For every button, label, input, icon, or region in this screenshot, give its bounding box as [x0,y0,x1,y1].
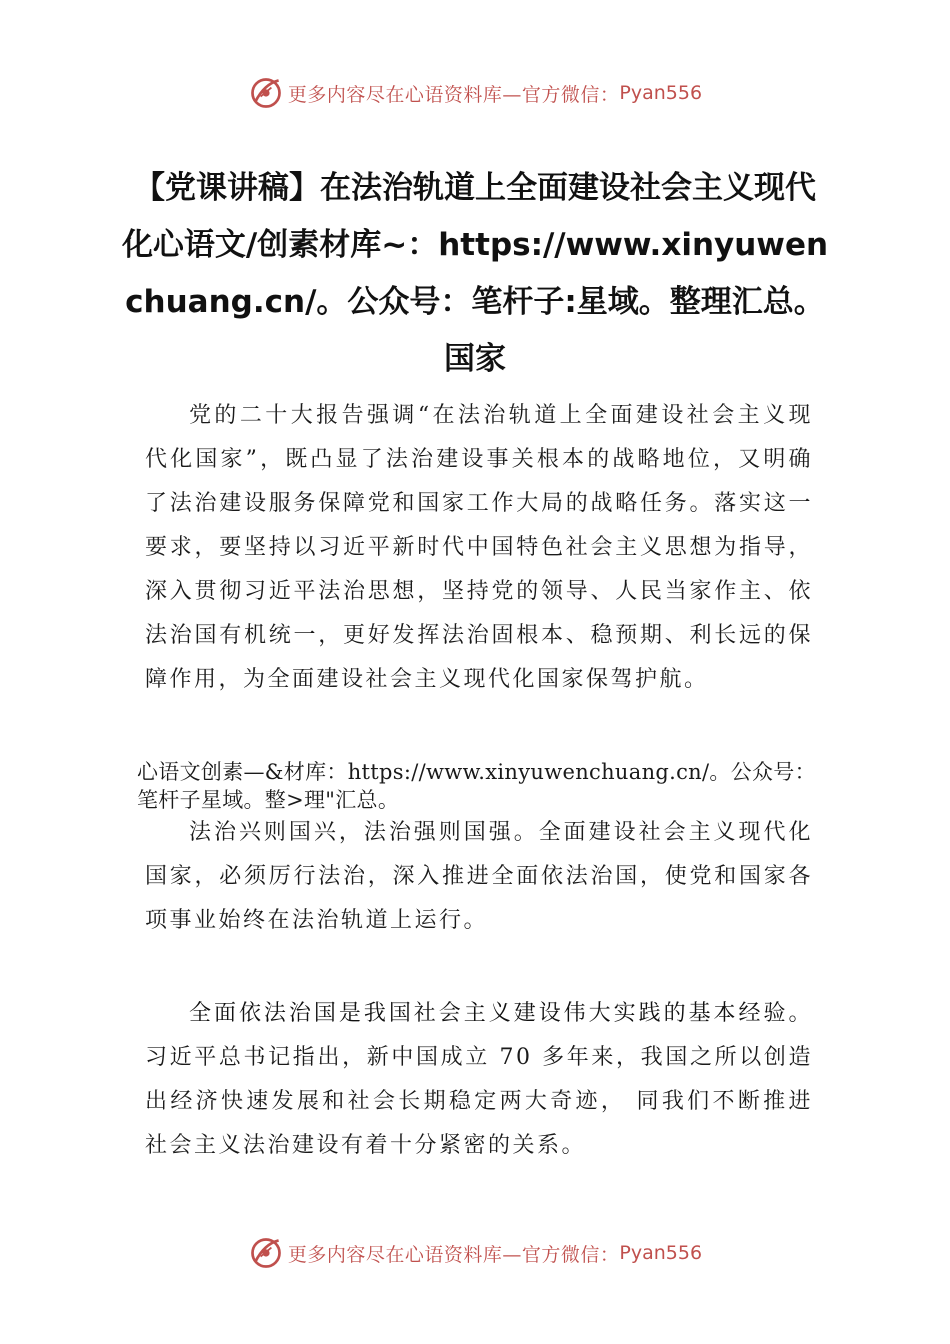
source-note: 心语文创素—&材库：https://www.xinyuwenchuang.cn/。公众号：笔杆子星域。整>理"汇总。 [137,760,816,812]
banner-text: 更多内容尽在心语资料库—官方微信： [287,83,620,106]
footer-banner [0,1228,950,1278]
banner-wechat-id: Pyan556 [619,82,703,104]
paragraph-3-body: 习近平总书记指出，新中国成立 70 多年来，我国之所以创造出经济快速发展和社会长期稳定两大奇迹， 同我们不断推进社会主义法治建设有着十分紧密的关系。 [145,1045,813,1158]
banner-text: 更多内容尽在心语资料库—官方微信： [287,1243,620,1266]
document-title: 【党课讲稿】在法治轨道上全面建设社会主义现代化心语文/创素材库~：https://www.xinyuwenchuang.cn/。公众号：笔杆子:星域。整理汇总。国家 [121,170,829,377]
paragraph-3 [145,992,813,1168]
header-banner [0,68,950,118]
logo-icon [248,75,284,111]
paragraph-1: 党的二十大报告强调“在法治轨道上全面建设社会主义现代化国家”，既凸显了法治建设事关根本的战略地位，又明确了法治建设服务保障党和国家工作大局的战略任务。落实这一要求，要坚持以习近平新时代中国特色社会主义思想为指导，深入贯彻习近平法治思想，坚持党的领导、人民当家作主、依法治国有机统一，更好发挥法治固根本、稳预期、利长远的保障作用，为全面建设社会主义现代化国家保驾护航。 [145,403,813,692]
banner-wechat-id: Pyan556 [619,1242,703,1264]
paragraph-2: 法治兴则国兴，法治强则国强。全面建设社会主义现代化国家，必须厉行法治，深入推进全面依法治国，使党和国家各项事业始终在法治轨道上运行。 [145,820,813,933]
logo-icon [248,1235,284,1271]
paragraph-3-lead: 全面依法治国是我国社会主义建设伟大实践的基本经验。 [189,1001,813,1026]
